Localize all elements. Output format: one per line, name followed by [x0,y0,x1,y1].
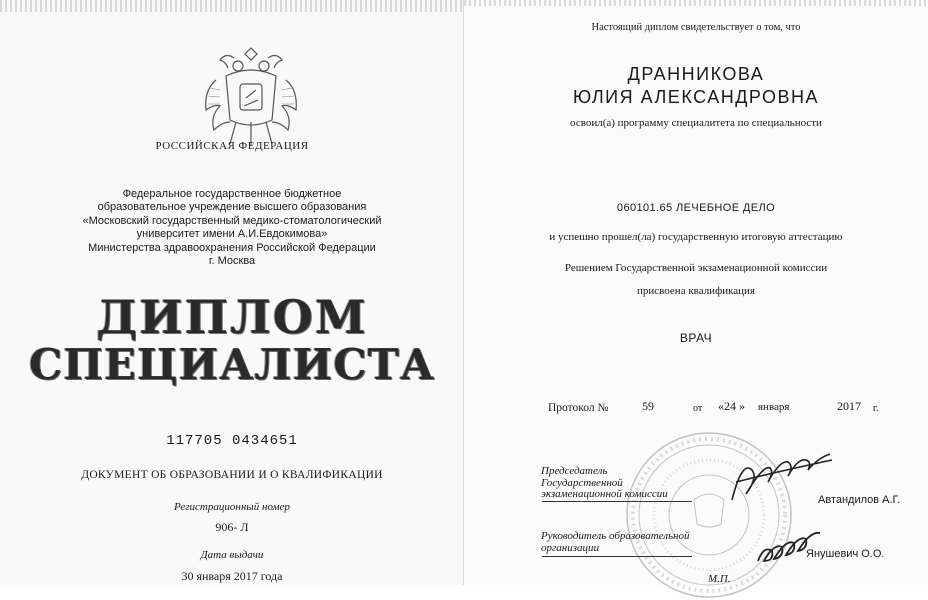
diploma-right-page [464,0,928,585]
issue-date-label: Дата выдачи [200,549,264,561]
protocol-number: 59 [642,399,654,413]
attestation-statement: и успешно прошел(ла) государственную итоговую аттестацию [549,231,843,243]
protocol-day: «24 » [718,399,745,413]
institution-line: «Московский государственный медико-стоматологический [82,214,382,227]
diploma-number: 117705 0434651 [166,433,298,449]
commission-chair-underline [542,501,692,502]
head-of-organization-label [541,531,690,554]
top-border-ornament [464,0,928,6]
intro-text: Настоящий диплом свидетельствует о том, что [591,22,801,33]
institution-line: университет имени А.И.Евдокимова» [136,228,328,241]
commission-chair-label [541,466,668,501]
protocol-year-suffix: г. [873,403,879,414]
protocol-month: января [758,401,790,413]
commission-chair-label-line: Государственной [541,476,623,489]
coat-of-arms-icon [196,40,306,152]
diploma-left-page [0,0,464,585]
top-border-ornament [0,0,464,12]
institution-name [0,188,464,268]
institution-line: Федеральное государственное бюджетное [122,188,342,200]
head-label-line: организации [541,541,600,554]
commission-chair-label-line: экзаменационной комиссии [541,488,668,500]
institution-line: г. Москва [208,255,256,268]
institution-line: образовательное учреждение высшего образования [97,201,367,214]
commission-chair-label-line: Председатель [541,465,608,477]
protocol-from: от [693,403,703,414]
specialty: 060101.65 ЛЕЧЕБНОЕ ДЕЛО [616,202,776,214]
document-type: ДОКУМЕНТ ОБ ОБРАЗОВАНИИ И О КВАЛИФИКАЦИИ [81,469,383,481]
graduate-surname: ДРАННИКОВА [627,64,765,84]
protocol-year: 2017 [837,399,861,413]
commission-decision: Решением Государственной экзаменационной комиссии [564,262,828,274]
protocol-label: Протокол № [548,402,609,414]
qualification: ВРАЧ [679,331,713,345]
stamp-place: М.П. [708,573,731,585]
country-name: РОССИЙСКАЯ ФЕДЕРАЦИЯ [155,140,309,152]
commission-chair-name: Автандилов А.Г. [818,494,901,506]
diploma-title-line2: СПЕЦИАЛИСТА [28,340,436,389]
registration-label: Регистрационный номер [174,501,290,513]
diploma-title-line1: ДИПЛОМ [96,290,368,344]
institution-line: Министерства здравоохранения Российской Федерации [88,241,376,254]
program-statement: освоил(а) программу специалитета по специальности [570,117,822,129]
head-label-line: Руководитель образовательной [541,530,690,542]
qualification-awarded-text: присвоена квалификация [637,285,755,297]
head-underline [542,556,692,557]
registration-number: 906- Л [215,520,249,534]
graduate-given-names: ЮЛИЯ АЛЕКСАНДРОВНА [572,87,820,107]
head-of-organization-name: Янушевич О.О. [806,548,885,560]
issue-date: 30 января 2017 года [181,569,283,583]
